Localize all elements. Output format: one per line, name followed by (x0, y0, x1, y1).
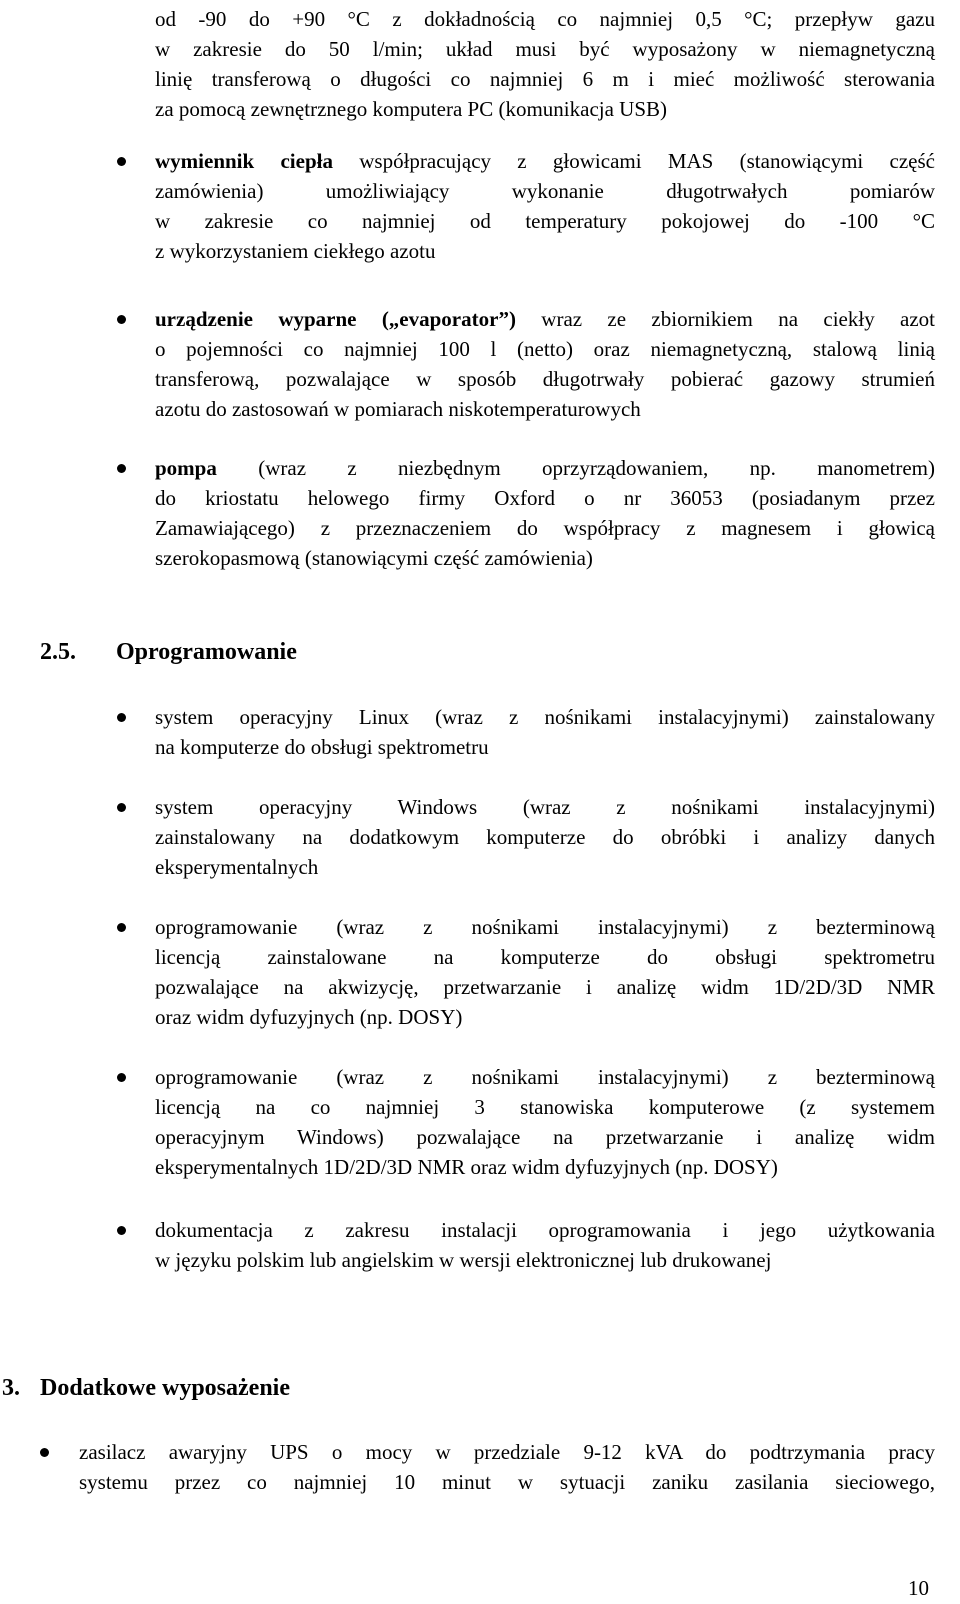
item-text: (wraz z niezbędnym oprzyrządowaniem, np. manometrem) (216, 456, 935, 480)
list-item-line: transferową, pozwalające w sposób długotrwały pobierać gazowy strumień (155, 367, 935, 391)
bullet-icon (117, 803, 126, 812)
list-item-line: licencją na co najmniej 3 stanowiska komputerowe (z systemem (155, 1095, 935, 1119)
list-item-line: do kriostatu helowego firmy Oxford o nr 36053 (posiadanym przez (155, 486, 935, 510)
bullet-icon (117, 157, 126, 166)
list-item-line: zamówienia) umożliwiający wykonanie długotrwałych pomiarów (155, 179, 935, 203)
list-item-line: o pojemności co najmniej 100 l (netto) oraz niemagnetyczną, stalową linią (155, 337, 935, 361)
bullet-icon (117, 923, 126, 932)
list-item-line: dokumentacja z zakresu instalacji oprogramowania i jego użytkowania (155, 1218, 935, 1242)
item-text: wraz ze zbiornikiem na ciekły azot (515, 307, 936, 331)
section-title: Dodatkowe wyposażenie (40, 1375, 290, 1401)
continuation-line: za pomocą zewnętrznego komputera PC (komunikacja USB) (155, 97, 668, 121)
bullet-icon (117, 1226, 126, 1235)
item-text: współpracujący z głowicami MAS (stanowiącymi część (332, 149, 935, 173)
list-item-line: zainstalowany na dodatkowym komputerze do obróbki i analizy danych (155, 825, 935, 849)
item-term: wymiennik ciepła (155, 149, 333, 173)
list-item-line (155, 453, 935, 483)
list-item-line: system operacyjny Linux (wraz z nośnikami instalacyjnymi) zainstalowany (155, 705, 935, 729)
section-number: 3. (2, 1375, 20, 1401)
list-item-line: w zakresie co najmniej od temperatury pokojowej do -100 °C (155, 209, 935, 233)
list-item-line: na komputerze do obsługi spektrometru (155, 735, 489, 759)
list-item-line: system operacyjny Windows (wraz z nośnikami instalacyjnymi) (155, 795, 935, 819)
item-term: pompa (155, 456, 217, 480)
list-item-line: oraz widm dyfuzyjnych (np. DOSY) (155, 1005, 463, 1029)
list-item-line: systemu przez co najmniej 10 minut w sytuacji zaniku zasilania sieciowego, (79, 1470, 935, 1494)
list-item-line: eksperymentalnych 1D/2D/3D NMR oraz widm dyfuzyjnych (np. DOSY) (155, 1155, 778, 1179)
bullet-icon (117, 1073, 126, 1082)
bullet-icon (117, 713, 126, 722)
section-title: Oprogramowanie (116, 639, 297, 665)
list-item-line: szerokopasmową (stanowiącymi część zamówienia) (155, 546, 593, 570)
continuation-line: linię transferową o długości co najmniej 6 m i mieć możliwość sterowania (155, 67, 935, 91)
list-item-line: oprogramowanie (wraz z nośnikami instalacyjnymi) z bezterminową (155, 915, 935, 939)
continuation-line: w zakresie do 50 l/min; układ musi być wyposażony w niemagnetyczną (155, 37, 935, 61)
list-item-line: zasilacz awaryjny UPS o mocy w przedziale 9-12 kVA do podtrzymania pracy (79, 1440, 935, 1464)
list-item-line: pozwalające na akwizycję, przetwarzanie i analizę widm 1D/2D/3D NMR (155, 975, 935, 999)
list-item-line: z wykorzystaniem ciekłego azotu (155, 239, 436, 263)
list-item-line: licencją zainstalowane na komputerze do obsługi spektrometru (155, 945, 935, 969)
item-term: urządzenie wyparne („evaporator”) (155, 307, 516, 331)
list-item-line: Zamawiającego) z przeznaczeniem do współpracy z magnesem i głowicą (155, 516, 935, 540)
list-item-line: operacyjnym Windows) pozwalające na przetwarzanie i analizę widm (155, 1125, 935, 1149)
page-number: 10 (908, 1576, 929, 1600)
list-item-line: eksperymentalnych (155, 855, 319, 879)
bullet-icon (40, 1448, 49, 1457)
list-item-line (155, 146, 935, 176)
list-item-line: oprogramowanie (wraz z nośnikami instalacyjnymi) z bezterminową (155, 1065, 935, 1089)
bullet-icon (117, 464, 126, 473)
list-item-line: w języku polskim lub angielskim w wersji elektronicznej lub drukowanej (155, 1248, 772, 1272)
continuation-line: od -90 do +90 °C z dokładnością co najmniej 0,5 °C; przepływ gazu (155, 7, 935, 31)
list-item-line (155, 304, 935, 334)
section-number: 2.5. (40, 639, 76, 665)
bullet-icon (117, 315, 126, 324)
list-item-line: azotu do zastosowań w pomiarach niskotemperaturowych (155, 397, 641, 421)
